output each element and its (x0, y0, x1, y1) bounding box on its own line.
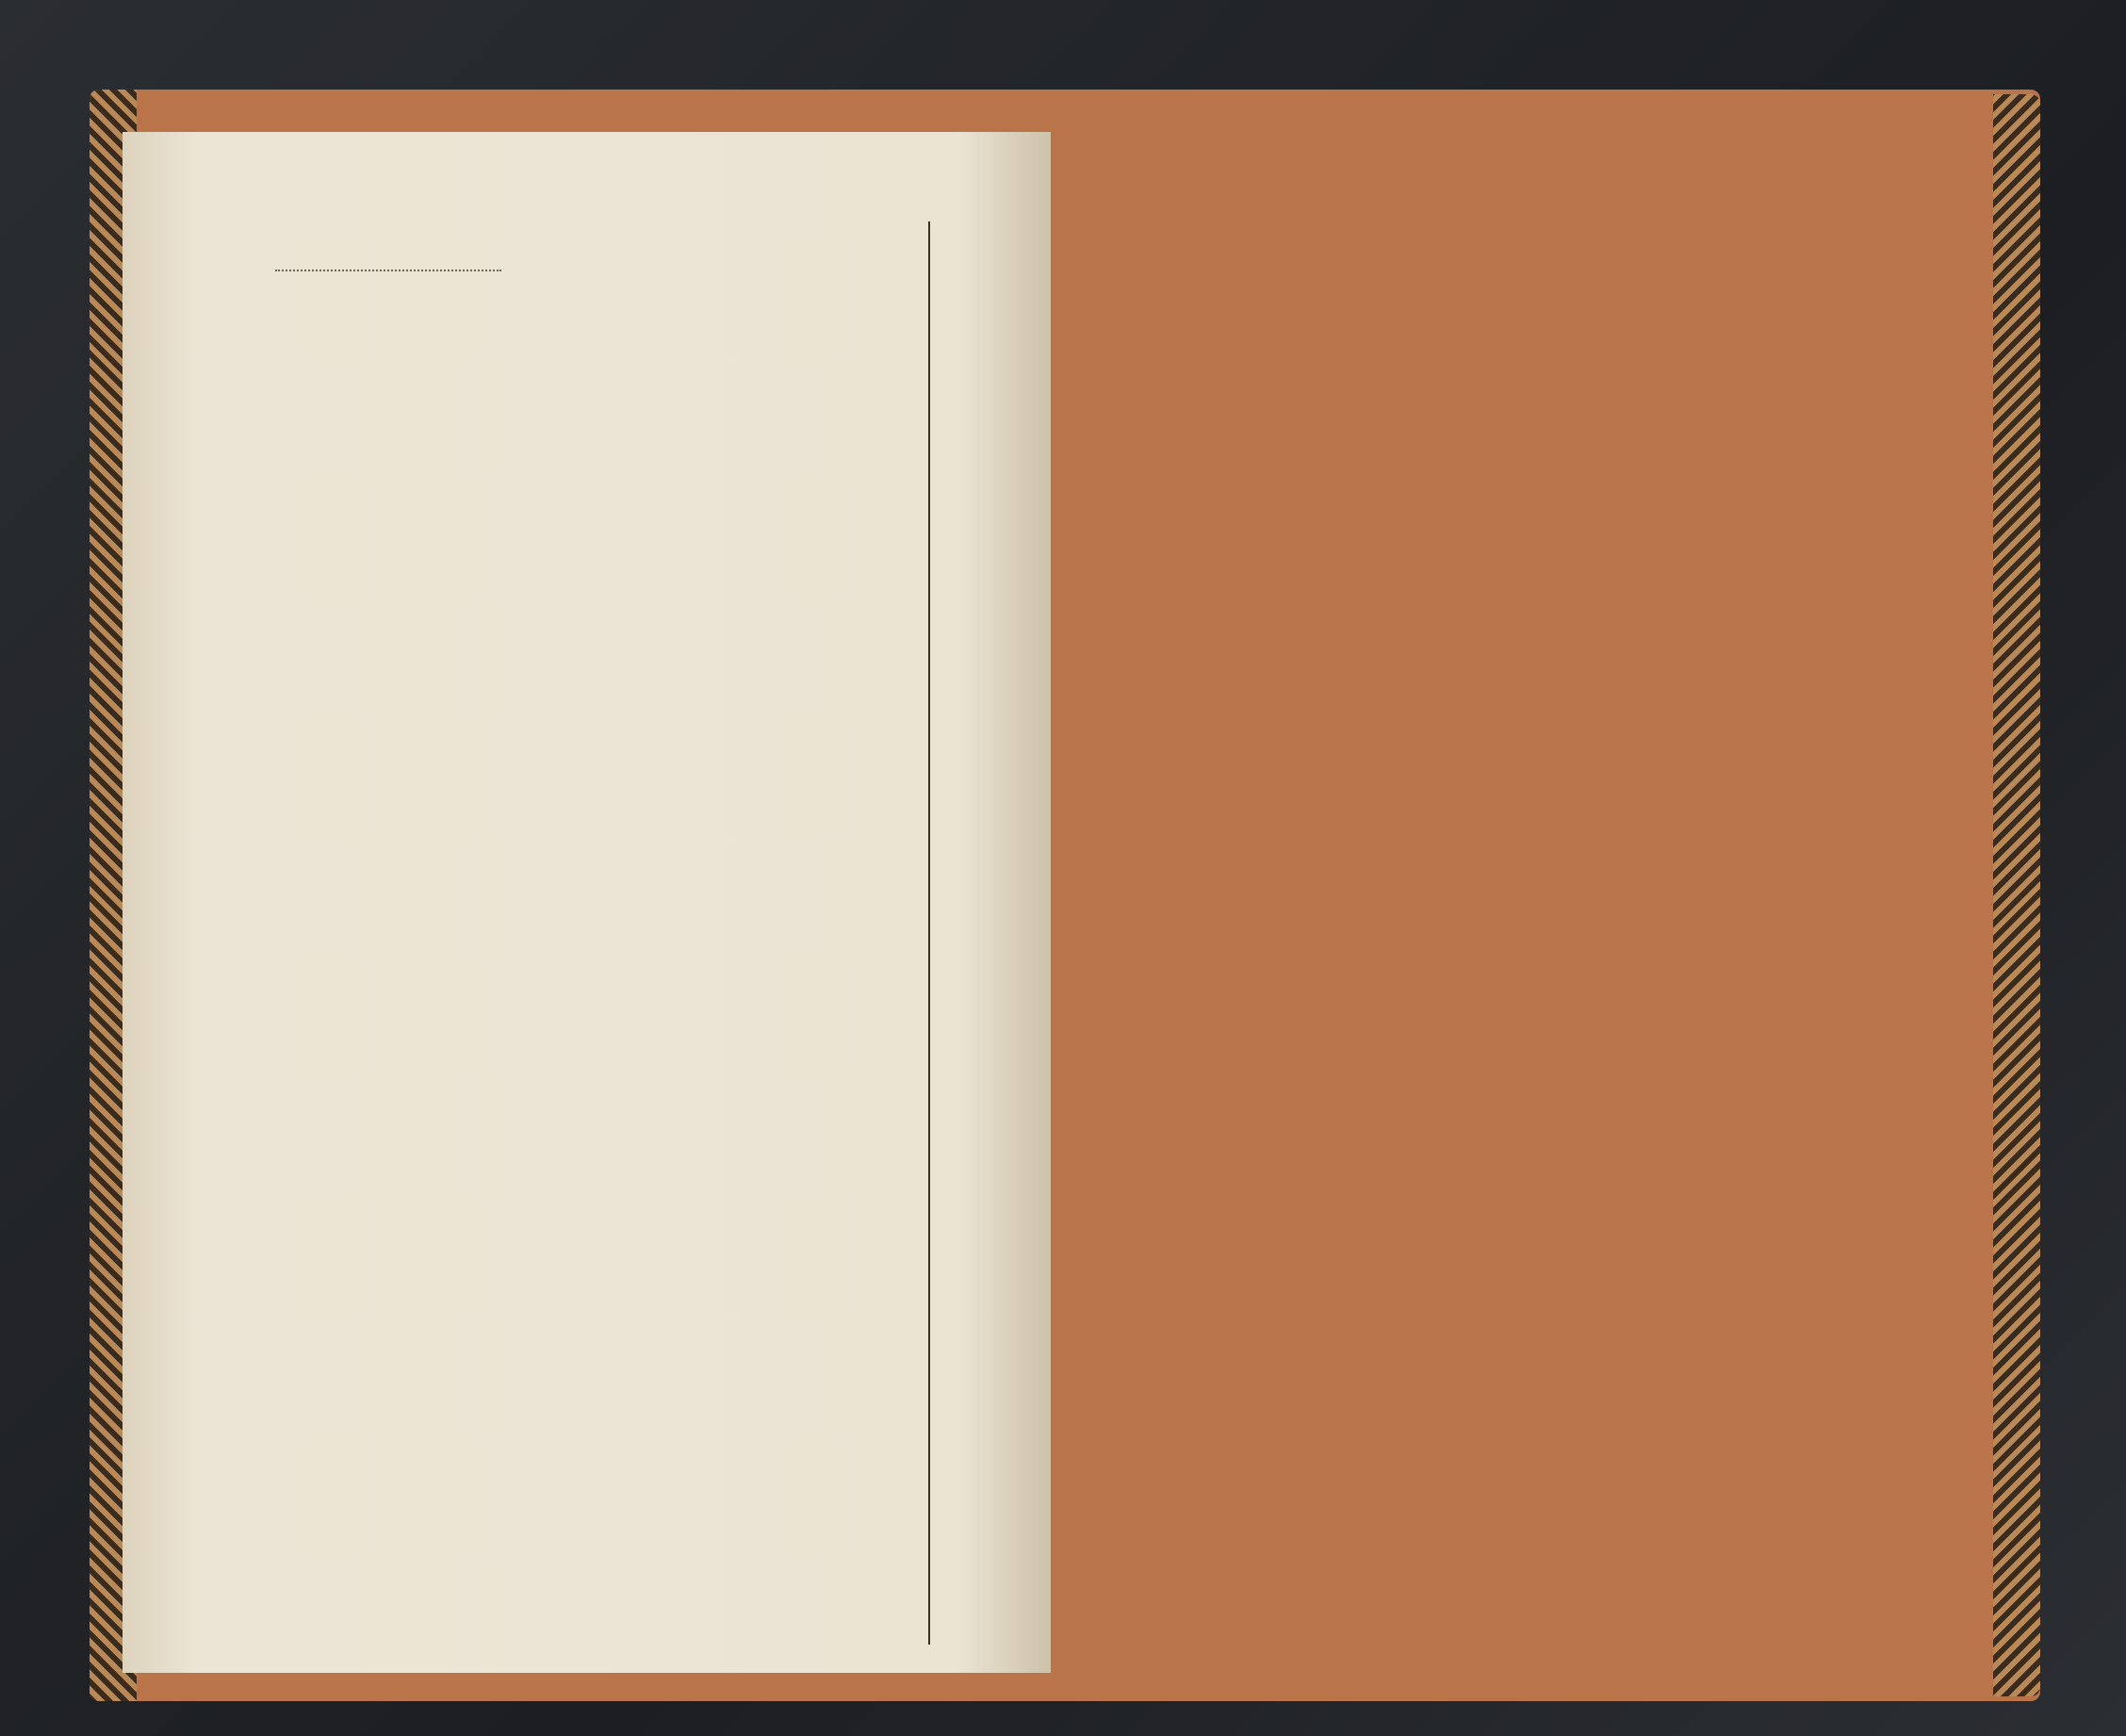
marbled-edge-right (1993, 94, 2040, 1696)
amount-column-rule (928, 221, 930, 1645)
left-page (123, 132, 1051, 1673)
blank-line (275, 270, 501, 271)
